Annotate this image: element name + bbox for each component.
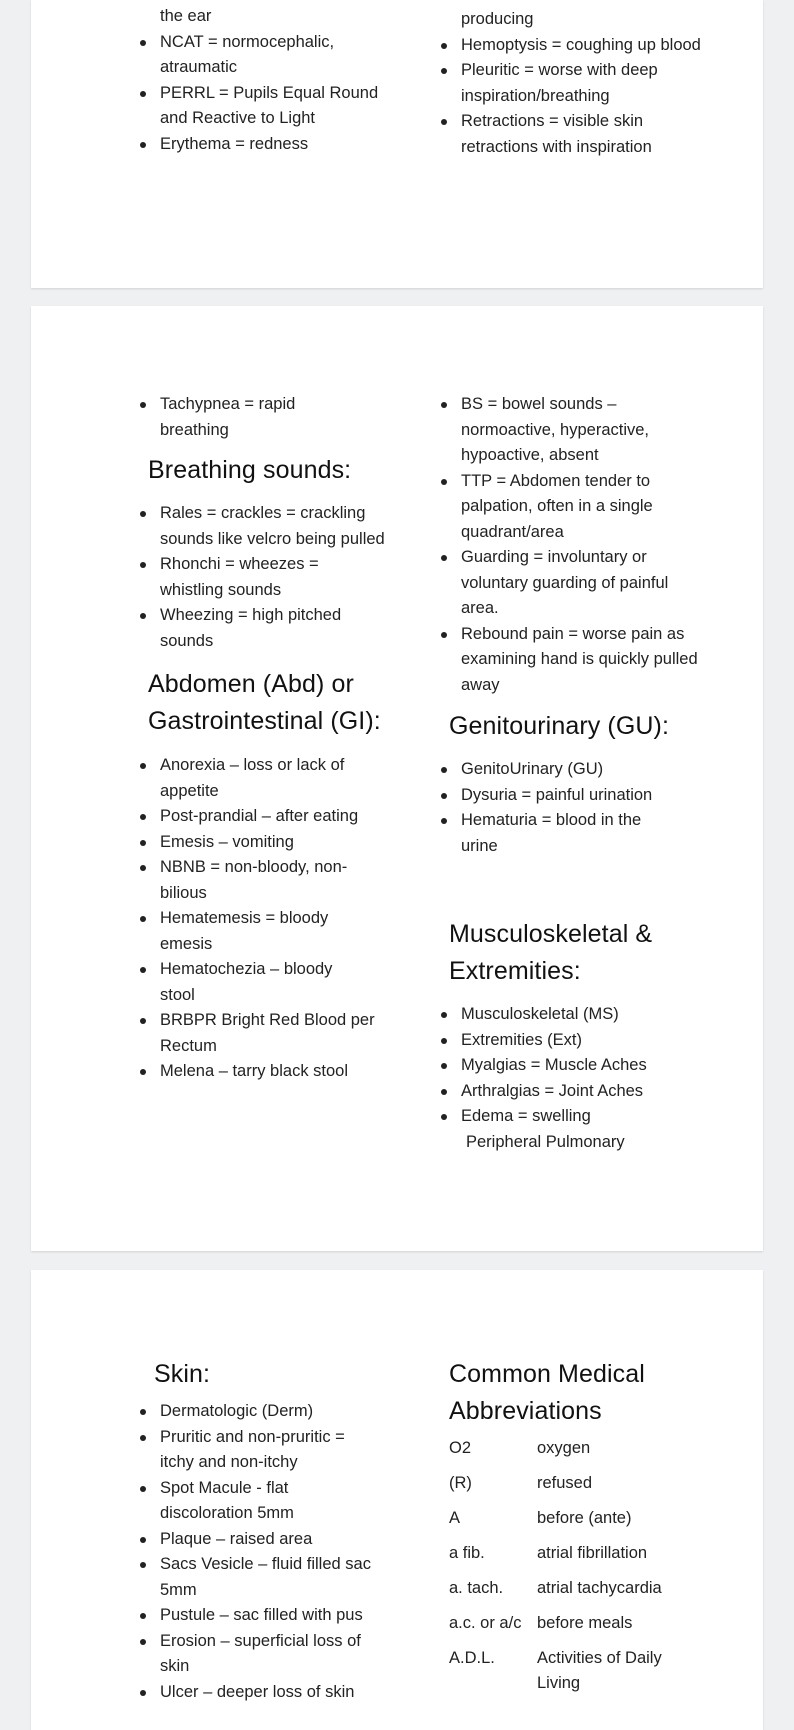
list-item: Erythema = redness	[160, 132, 410, 158]
list-item: Rales = crackles = crackling sounds like velcro being pulled	[160, 501, 405, 552]
list-item: the ear	[160, 7, 212, 25]
abbreviation-row	[449, 1471, 709, 1506]
list-item: Emesis – vomiting	[160, 830, 405, 856]
list-item: Rebound pain = worse pain as examining hand is quickly pulled away	[461, 622, 706, 699]
list-item: Anorexia – loss or lack of appetite	[160, 753, 405, 804]
list-item: Pleuritic = worse with deep inspiration/breathing	[461, 58, 706, 109]
list-item: producing	[461, 10, 534, 28]
list-item: PERRL = Pupils Equal Round and Reactive to Light	[160, 81, 410, 132]
list-item: Pruritic and non-pruritic = itchy and non-itchy	[160, 1425, 375, 1476]
genitourinary-list	[461, 757, 706, 859]
abbreviation-row	[449, 1611, 709, 1646]
skin-heading: Skin:	[154, 1360, 211, 1388]
abbreviation-meaning: before meals	[537, 1614, 633, 1632]
list-item: Guarding = involuntary or voluntary guarding of painful area.	[461, 545, 676, 622]
abbreviation-meaning: oxygen	[537, 1439, 591, 1457]
abbreviations-heading: Common Medical Abbreviations	[449, 1360, 645, 1425]
list-item: Tachypnea = rapid breathing	[160, 392, 330, 443]
abbreviation-term: A	[449, 1509, 461, 1527]
head-findings-list	[160, 4, 410, 157]
genitourinary-heading: Genitourinary (GU):	[449, 712, 670, 740]
right-column	[449, 392, 706, 1155]
list-item: Retractions = visible skin retractions with inspiration	[461, 109, 706, 160]
list-item: Plaque – raised area	[160, 1527, 405, 1553]
list-item: Myalgias = Muscle Aches	[461, 1053, 706, 1079]
list-item: Post-prandial – after eating	[160, 804, 405, 830]
list-item: NBNB = non-bloody, non-bilious	[160, 855, 360, 906]
list-item: Dysuria = painful urination	[461, 783, 706, 809]
abbreviation-row	[449, 1436, 709, 1471]
abdomen-exam-list	[461, 392, 706, 698]
left-column	[160, 0, 410, 157]
abbreviation-term: a. tach.	[449, 1579, 504, 1597]
abbreviation-term: O2	[449, 1439, 472, 1457]
list-item: Wheezing = high pitched sounds	[160, 603, 360, 654]
skin-list	[160, 1399, 405, 1705]
abbreviation-row	[449, 1506, 709, 1541]
list-item: Musculoskeletal (MS)	[461, 1002, 706, 1028]
list-item: Hematochezia – bloody stool	[160, 957, 360, 1008]
list-item: GenitoUrinary (GU)	[461, 757, 706, 783]
tachypnea-list	[160, 392, 405, 443]
abdomen-list	[160, 753, 405, 1085]
abdomen-heading: Abdomen (Abd) or Gastrointestinal (GI):	[148, 670, 381, 735]
musculoskeletal-list	[461, 1002, 706, 1155]
list-item: Erosion – superficial loss of skin	[160, 1629, 375, 1680]
list-item: Melena – tarry black stool	[160, 1059, 405, 1085]
left-column	[148, 392, 405, 1085]
list-item: Dermatologic (Derm)	[160, 1399, 405, 1425]
list-item: Hematemesis = bloody emesis	[160, 906, 350, 957]
respiratory-findings-list	[461, 7, 706, 160]
list-item: Arthralgias = Joint Aches	[461, 1079, 706, 1105]
abbreviation-meaning: atrial tachycardia	[537, 1579, 662, 1597]
abbreviation-row	[449, 1576, 709, 1611]
right-column	[461, 0, 706, 160]
document-page-3	[31, 1270, 763, 1730]
abbreviation-meaning: atrial fibrillation	[537, 1544, 648, 1562]
list-item: BRBPR Bright Red Blood per Rectum	[160, 1008, 405, 1059]
abbreviation-term: a fib.	[449, 1544, 485, 1562]
abbreviation-meaning: Activities of Daily Living	[537, 1649, 662, 1692]
list-item: Spot Macule - flat discoloration 5mm	[160, 1476, 350, 1527]
abbreviation-row	[449, 1646, 709, 1696]
abbreviation-term: (R)	[449, 1474, 472, 1492]
abbreviations-table	[449, 1436, 709, 1696]
list-item: Sacs Vesicle – fluid filled sac 5mm	[160, 1552, 405, 1603]
list-item: NCAT = normocephalic, atraumatic	[160, 30, 410, 81]
left-column	[154, 1356, 405, 1705]
abbreviation-row	[449, 1541, 709, 1576]
abbreviation-meaning: refused	[537, 1474, 593, 1492]
abbreviation-term: a.c. or a/c	[449, 1614, 522, 1632]
list-item: BS = bowel sounds – normoactive, hyperactive, hypoactive, absent	[461, 392, 706, 469]
list-item: Pustule – sac filled with pus	[160, 1603, 405, 1629]
breathing-sounds-list	[160, 501, 405, 654]
musculoskeletal-heading: Musculoskeletal & Extremities:	[449, 920, 653, 985]
abbreviation-meaning: before (ante)	[537, 1509, 632, 1527]
list-item: Rhonchi = wheezes = whistling sounds	[160, 552, 345, 603]
abbreviation-term: A.D.L.	[449, 1649, 495, 1667]
list-item-continuation: Peripheral Pulmonary	[466, 1132, 625, 1151]
breathing-sounds-heading: Breathing sounds:	[148, 456, 352, 484]
list-item: Hemoptysis = coughing up blood	[461, 33, 706, 59]
list-item: TTP = Abdomen tender to palpation, often in a single quadrant/area	[461, 469, 706, 546]
document-page-1	[31, 0, 763, 288]
list-item: Ulcer – deeper loss of skin	[160, 1680, 405, 1706]
list-item: Extremities (Ext)	[461, 1028, 706, 1054]
document-page-2	[31, 306, 763, 1251]
list-item: Edema = swelling	[461, 1104, 706, 1130]
list-item: Hematuria = blood in the urine	[461, 808, 676, 859]
right-column	[449, 1356, 709, 1696]
